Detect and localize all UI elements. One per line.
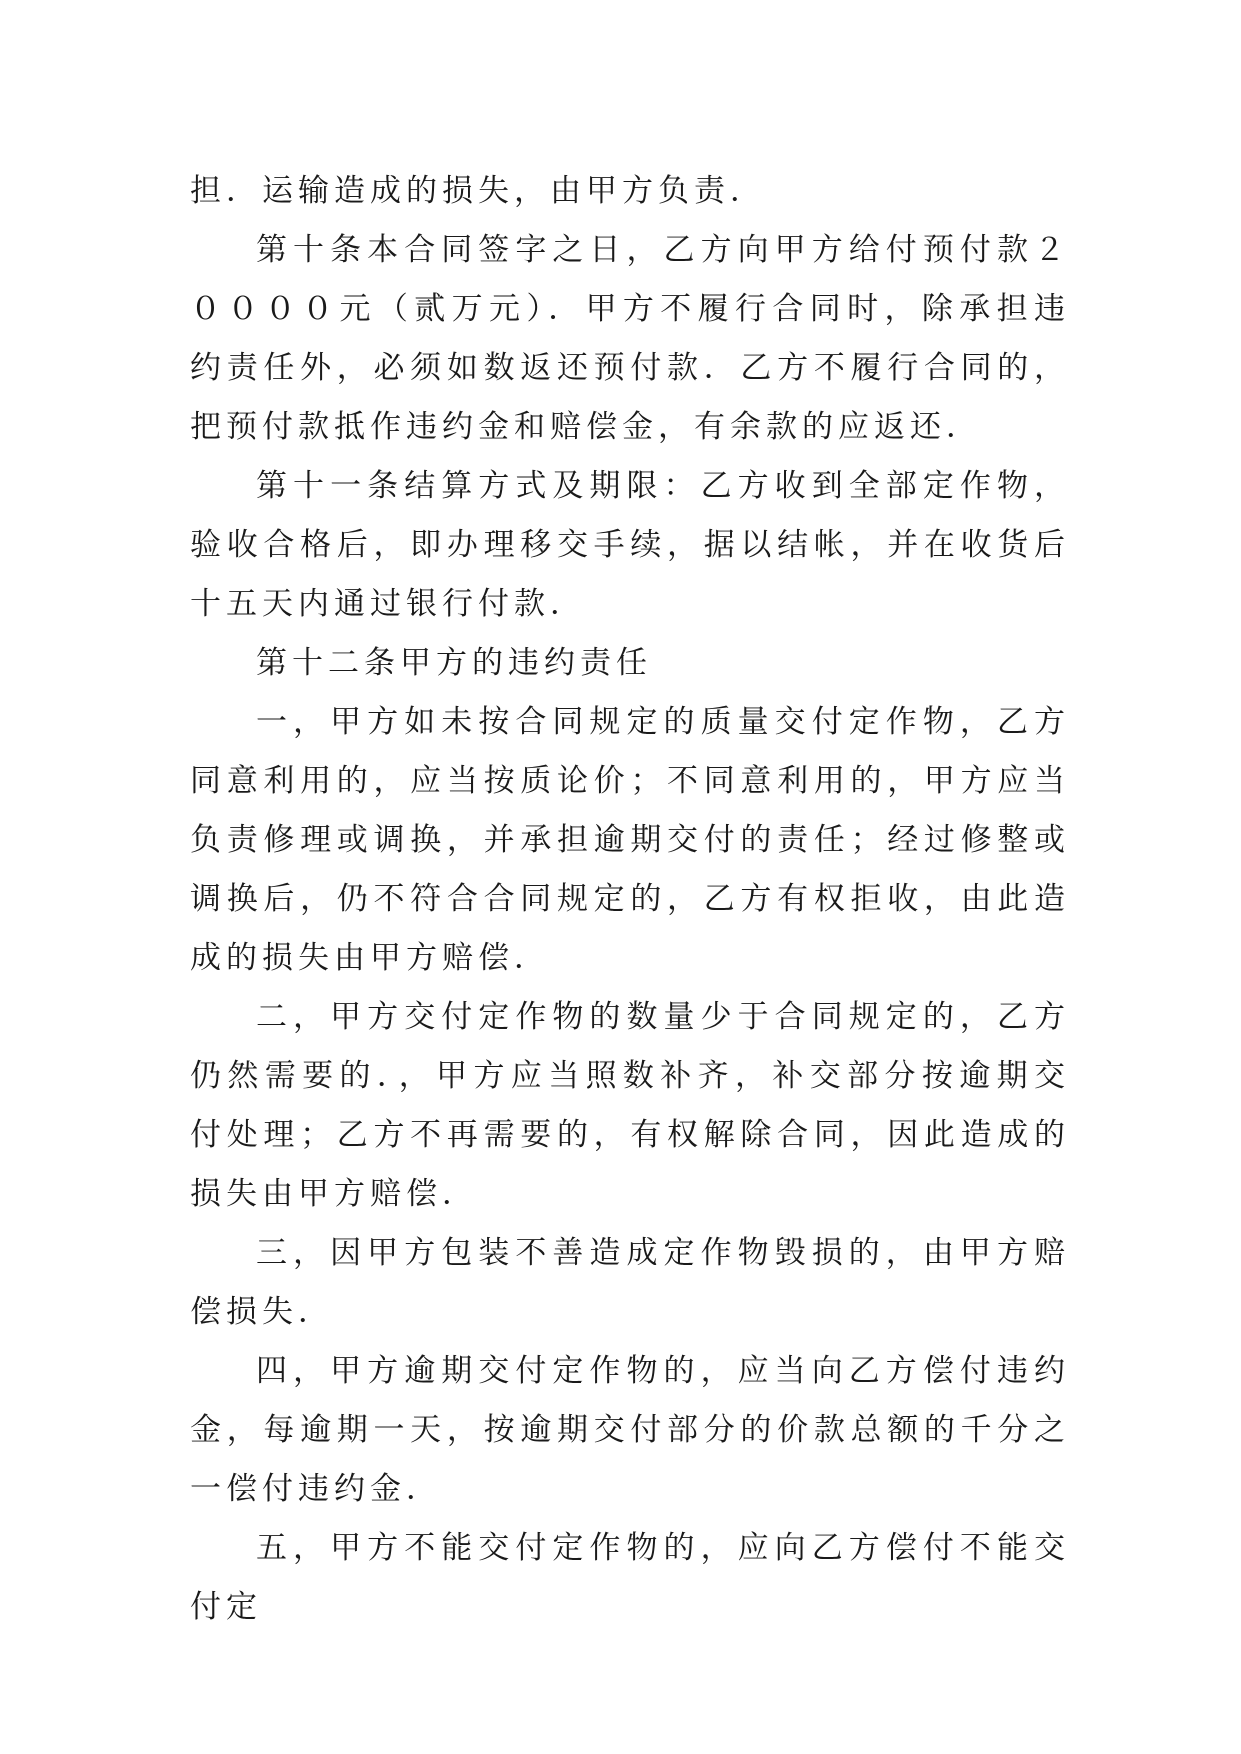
paragraph-article-11: 第十一条结算方式及期限：乙方收到全部定作物，验收合格后，即办理移交手续，据以结帐，并在收货后十五天内通过银行付款． [190, 468, 1070, 622]
paragraph-clause-1: 一，甲方如未按合同规定的质量交付定作物，乙方同意利用的，应当按质论价；不同意利用的，甲方应当负责修理或调换，并承担逾期交付的责任；经过修整或调换后，仍不符合合同规定的，乙方有权拒收，由此造成的损失由甲方赔偿． [190, 704, 1070, 976]
paragraph-article-10: 第十条本合同签字之日，乙方向甲方给付预付款２００００元（贰万元）．甲方不履行合同时，除承担违约责任外，必须如数返还预付款．乙方不履行合同的，把预付款抵作违约金和赔偿金，有余款的应返还． [190, 232, 1070, 445]
paragraph-article-12-heading: 第十二条甲方的违约责任 [256, 645, 652, 681]
document-body [190, 162, 1070, 1637]
paragraph-clause-3: 三，因甲方包装不善造成定作物毁损的，由甲方赔偿损失． [190, 1235, 1070, 1330]
paragraph-clause-2: 二，甲方交付定作物的数量少于合同规定的，乙方仍然需要的．，甲方应当照数补齐，补交部分按逾期交付处理；乙方不再需要的，有权解除合同，因此造成的损失由甲方赔偿． [190, 999, 1070, 1212]
paragraph-clause-4: 四，甲方逾期交付定作物的，应当向乙方偿付违约金，每逾期一天，按逾期交付部分的价款总额的千分之一偿付违约金． [190, 1353, 1070, 1507]
paragraph-continuation: 担．运输造成的损失，由甲方负责． [190, 173, 766, 209]
paragraph-clause-5: 五，甲方不能交付定作物的，应向乙方偿付不能交付定 [190, 1530, 1070, 1625]
